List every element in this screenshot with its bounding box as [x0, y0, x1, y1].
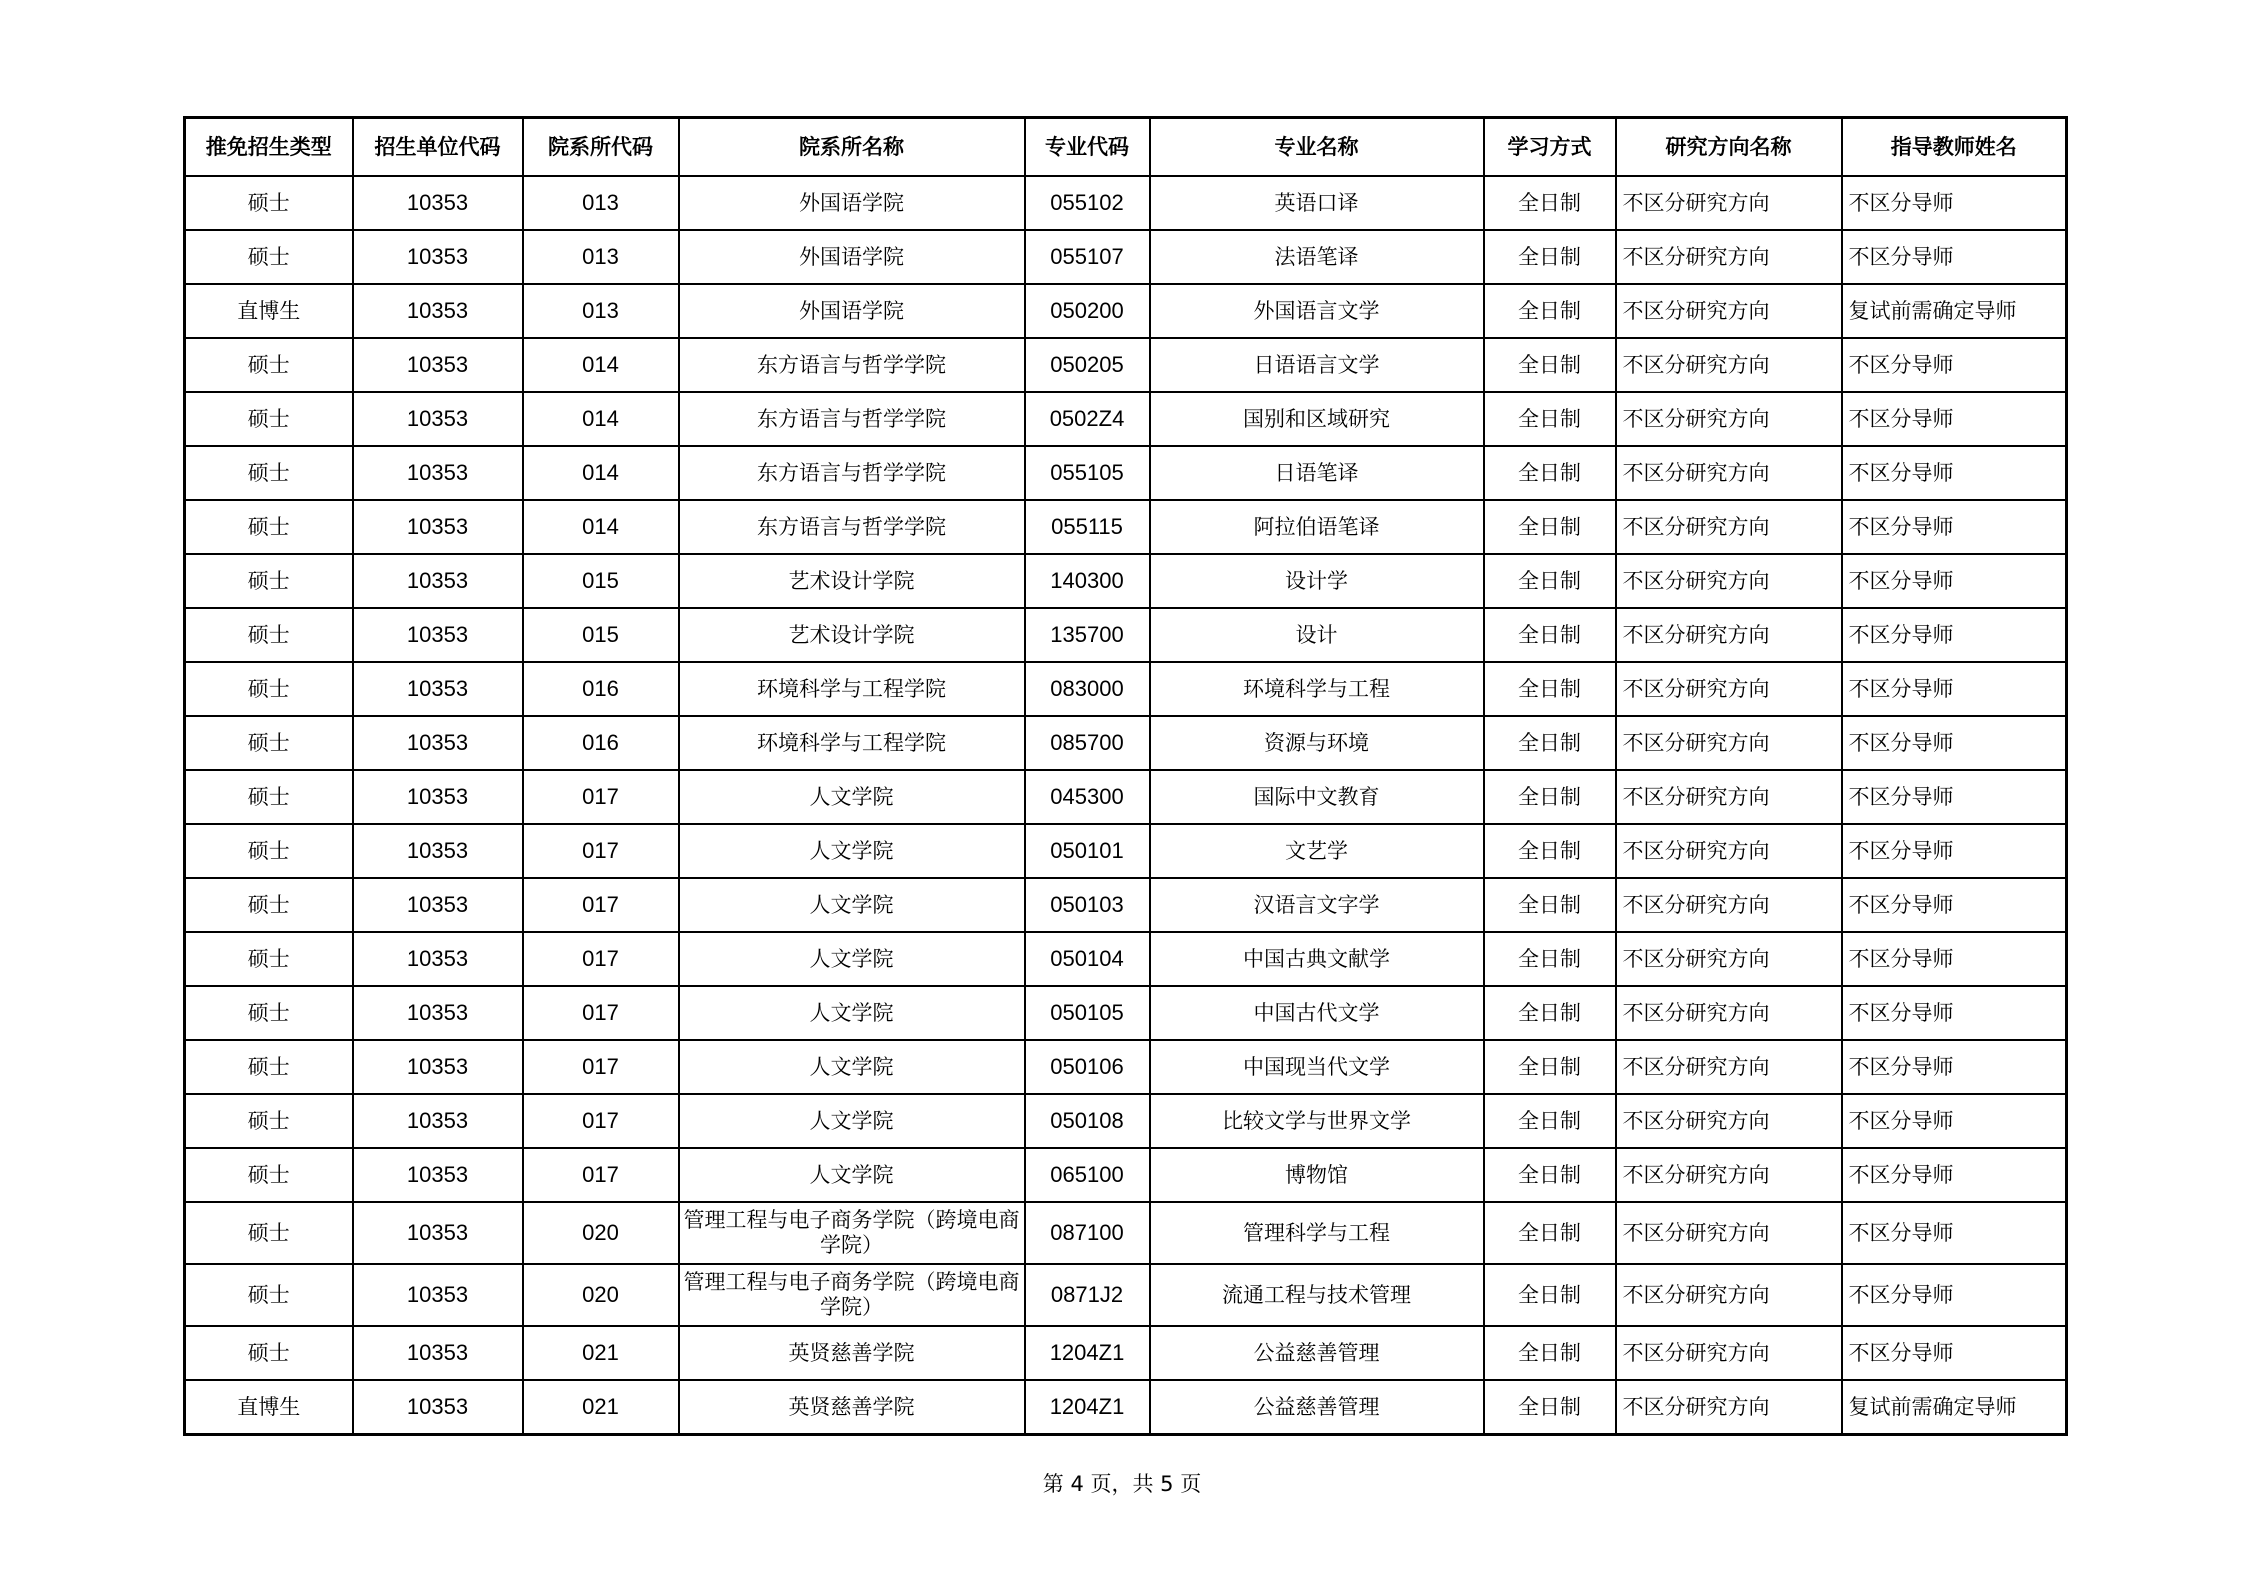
major-code-cell: 045300: [1025, 770, 1150, 824]
dept-name-cell: 外国语学院: [679, 284, 1025, 338]
study-mode-cell: 全日制: [1484, 554, 1616, 608]
study-mode-cell: 全日制: [1484, 1380, 1616, 1435]
table-row: [185, 824, 2067, 878]
admission-type-cell: 直博生: [185, 1380, 353, 1435]
unit-code-cell: 10353: [353, 1202, 523, 1264]
table-row: [185, 716, 2067, 770]
major-name-cell: 环境科学与工程: [1150, 662, 1484, 716]
col-header-study-mode: 学习方式: [1484, 118, 1616, 177]
admission-type-cell: 硕士: [185, 986, 353, 1040]
research-direction-cell: 不区分研究方向: [1616, 986, 1842, 1040]
admission-type-cell: 硕士: [185, 1148, 353, 1202]
supervisor-cell: 复试前需确定导师: [1842, 1380, 2067, 1435]
research-direction-cell: 不区分研究方向: [1616, 1094, 1842, 1148]
study-mode-cell: 全日制: [1484, 284, 1616, 338]
table-row: [185, 284, 2067, 338]
unit-code-cell: 10353: [353, 608, 523, 662]
col-header-supervisor: 指导教师姓名: [1842, 118, 2067, 177]
admission-type-cell: 硕士: [185, 1264, 353, 1326]
supervisor-cell: 不区分导师: [1842, 932, 2067, 986]
supervisor-cell: 不区分导师: [1842, 986, 2067, 1040]
dept-code-cell: 013: [523, 230, 679, 284]
major-code-cell: 1204Z1: [1025, 1326, 1150, 1380]
supervisor-cell: 不区分导师: [1842, 824, 2067, 878]
admission-type-cell: 硕士: [185, 446, 353, 500]
dept-name-cell: 东方语言与哲学学院: [679, 338, 1025, 392]
unit-code-cell: 10353: [353, 1264, 523, 1326]
major-name-cell: 阿拉伯语笔译: [1150, 500, 1484, 554]
dept-name-cell: 人文学院: [679, 770, 1025, 824]
major-name-cell: 公益慈善管理: [1150, 1380, 1484, 1435]
study-mode-cell: 全日制: [1484, 662, 1616, 716]
study-mode-cell: 全日制: [1484, 1202, 1616, 1264]
study-mode-cell: 全日制: [1484, 770, 1616, 824]
major-code-cell: 055107: [1025, 230, 1150, 284]
table-row: [185, 1264, 2067, 1326]
major-name-cell: 日语语言文学: [1150, 338, 1484, 392]
supervisor-cell: 不区分导师: [1842, 878, 2067, 932]
study-mode-cell: 全日制: [1484, 608, 1616, 662]
dept-code-cell: 014: [523, 446, 679, 500]
table-row: [185, 1094, 2067, 1148]
major-name-cell: 国际中文教育: [1150, 770, 1484, 824]
major-code-cell: 1204Z1: [1025, 1380, 1150, 1435]
unit-code-cell: 10353: [353, 824, 523, 878]
study-mode-cell: 全日制: [1484, 392, 1616, 446]
major-name-cell: 中国古代文学: [1150, 986, 1484, 1040]
major-code-cell: 065100: [1025, 1148, 1150, 1202]
dept-code-cell: 016: [523, 716, 679, 770]
dept-name-cell: 东方语言与哲学学院: [679, 392, 1025, 446]
supervisor-cell: 不区分导师: [1842, 446, 2067, 500]
major-code-cell: 087100: [1025, 1202, 1150, 1264]
research-direction-cell: 不区分研究方向: [1616, 446, 1842, 500]
major-code-cell: 050101: [1025, 824, 1150, 878]
admission-type-cell: 硕士: [185, 1202, 353, 1264]
research-direction-cell: 不区分研究方向: [1616, 338, 1842, 392]
unit-code-cell: 10353: [353, 176, 523, 230]
table-row: [185, 554, 2067, 608]
research-direction-cell: 不区分研究方向: [1616, 1202, 1842, 1264]
study-mode-cell: 全日制: [1484, 500, 1616, 554]
dept-name-cell: 环境科学与工程学院: [679, 716, 1025, 770]
table-row: [185, 392, 2067, 446]
supervisor-cell: 不区分导师: [1842, 1040, 2067, 1094]
research-direction-cell: 不区分研究方向: [1616, 878, 1842, 932]
admission-type-cell: 硕士: [185, 824, 353, 878]
col-header-major-name: 专业名称: [1150, 118, 1484, 177]
major-code-cell: 050105: [1025, 986, 1150, 1040]
table-row: [185, 1202, 2067, 1264]
unit-code-cell: 10353: [353, 986, 523, 1040]
admission-type-cell: 硕士: [185, 500, 353, 554]
supervisor-cell: 不区分导师: [1842, 554, 2067, 608]
unit-code-cell: 10353: [353, 716, 523, 770]
dept-code-cell: 017: [523, 1148, 679, 1202]
study-mode-cell: 全日制: [1484, 338, 1616, 392]
study-mode-cell: 全日制: [1484, 1326, 1616, 1380]
major-name-cell: 中国现当代文学: [1150, 1040, 1484, 1094]
table-row: [185, 1380, 2067, 1435]
research-direction-cell: 不区分研究方向: [1616, 608, 1842, 662]
major-code-cell: 135700: [1025, 608, 1150, 662]
dept-name-cell: 人文学院: [679, 1040, 1025, 1094]
admission-type-cell: 硕士: [185, 878, 353, 932]
unit-code-cell: 10353: [353, 662, 523, 716]
research-direction-cell: 不区分研究方向: [1616, 824, 1842, 878]
col-header-major-code: 专业代码: [1025, 118, 1150, 177]
dept-name-cell: 英贤慈善学院: [679, 1326, 1025, 1380]
major-name-cell: 博物馆: [1150, 1148, 1484, 1202]
table-row: [185, 338, 2067, 392]
col-header-research-direction: 研究方向名称: [1616, 118, 1842, 177]
dept-code-cell: 014: [523, 500, 679, 554]
major-code-cell: 140300: [1025, 554, 1150, 608]
table-row: [185, 1040, 2067, 1094]
research-direction-cell: 不区分研究方向: [1616, 770, 1842, 824]
dept-name-cell: 艺术设计学院: [679, 608, 1025, 662]
study-mode-cell: 全日制: [1484, 878, 1616, 932]
table-row: [185, 1148, 2067, 1202]
study-mode-cell: 全日制: [1484, 446, 1616, 500]
dept-name-cell: 人文学院: [679, 878, 1025, 932]
unit-code-cell: 10353: [353, 1094, 523, 1148]
admission-type-cell: 硕士: [185, 176, 353, 230]
admission-type-cell: 硕士: [185, 554, 353, 608]
research-direction-cell: 不区分研究方向: [1616, 554, 1842, 608]
unit-code-cell: 10353: [353, 230, 523, 284]
dept-code-cell: 015: [523, 608, 679, 662]
dept-name-cell: 东方语言与哲学学院: [679, 446, 1025, 500]
dept-code-cell: 017: [523, 932, 679, 986]
table-row: [185, 608, 2067, 662]
major-code-cell: 055105: [1025, 446, 1150, 500]
major-code-cell: 055102: [1025, 176, 1150, 230]
table-row: [185, 662, 2067, 716]
table-body: [185, 176, 2067, 1435]
major-code-cell: 0871J2: [1025, 1264, 1150, 1326]
supervisor-cell: 不区分导师: [1842, 176, 2067, 230]
major-name-cell: 公益慈善管理: [1150, 1326, 1484, 1380]
study-mode-cell: 全日制: [1484, 932, 1616, 986]
table-row: [185, 932, 2067, 986]
dept-name-cell: 外国语学院: [679, 230, 1025, 284]
dept-name-cell: 英贤慈善学院: [679, 1380, 1025, 1435]
supervisor-cell: 不区分导师: [1842, 230, 2067, 284]
dept-code-cell: 017: [523, 878, 679, 932]
table-row: [185, 1326, 2067, 1380]
study-mode-cell: 全日制: [1484, 1148, 1616, 1202]
supervisor-cell: 不区分导师: [1842, 338, 2067, 392]
supervisor-cell: 不区分导师: [1842, 1202, 2067, 1264]
major-code-cell: 050103: [1025, 878, 1150, 932]
major-code-cell: 050108: [1025, 1094, 1150, 1148]
research-direction-cell: 不区分研究方向: [1616, 176, 1842, 230]
dept-code-cell: 017: [523, 1040, 679, 1094]
admission-type-cell: 硕士: [185, 230, 353, 284]
research-direction-cell: 不区分研究方向: [1616, 500, 1842, 554]
major-name-cell: 设计学: [1150, 554, 1484, 608]
admission-type-cell: 硕士: [185, 392, 353, 446]
unit-code-cell: 10353: [353, 1380, 523, 1435]
dept-name-cell: 人文学院: [679, 1148, 1025, 1202]
study-mode-cell: 全日制: [1484, 716, 1616, 770]
study-mode-cell: 全日制: [1484, 1040, 1616, 1094]
dept-code-cell: 017: [523, 986, 679, 1040]
supervisor-cell: 不区分导师: [1842, 392, 2067, 446]
dept-name-cell: 东方语言与哲学学院: [679, 500, 1025, 554]
unit-code-cell: 10353: [353, 500, 523, 554]
major-name-cell: 比较文学与世界文学: [1150, 1094, 1484, 1148]
major-code-cell: 055115: [1025, 500, 1150, 554]
dept-code-cell: 021: [523, 1380, 679, 1435]
admission-type-cell: 直博生: [185, 284, 353, 338]
admission-type-cell: 硕士: [185, 770, 353, 824]
dept-name-cell: 管理工程与电子商务学院（跨境电商学院）: [679, 1264, 1025, 1326]
dept-name-cell: 外国语学院: [679, 176, 1025, 230]
page-footer: 第 4 页，共 5 页: [1042, 1472, 1202, 1496]
col-header-dept-code: 院系所代码: [523, 118, 679, 177]
header-row: [185, 118, 2067, 177]
admission-type-cell: 硕士: [185, 1040, 353, 1094]
admission-type-cell: 硕士: [185, 1326, 353, 1380]
major-name-cell: 英语口译: [1150, 176, 1484, 230]
study-mode-cell: 全日制: [1484, 1094, 1616, 1148]
admission-type-cell: 硕士: [185, 338, 353, 392]
major-name-cell: 设计: [1150, 608, 1484, 662]
table-row: [185, 446, 2067, 500]
research-direction-cell: 不区分研究方向: [1616, 1040, 1842, 1094]
admission-type-cell: 硕士: [185, 716, 353, 770]
research-direction-cell: 不区分研究方向: [1616, 932, 1842, 986]
admission-type-cell: 硕士: [185, 932, 353, 986]
major-code-cell: 050104: [1025, 932, 1150, 986]
major-name-cell: 流通工程与技术管理: [1150, 1264, 1484, 1326]
major-name-cell: 资源与环境: [1150, 716, 1484, 770]
col-header-admission-type: 推免招生类型: [185, 118, 353, 177]
major-name-cell: 日语笔译: [1150, 446, 1484, 500]
supervisor-cell: 不区分导师: [1842, 1148, 2067, 1202]
major-code-cell: 083000: [1025, 662, 1150, 716]
unit-code-cell: 10353: [353, 1326, 523, 1380]
dept-code-cell: 020: [523, 1264, 679, 1326]
research-direction-cell: 不区分研究方向: [1616, 1380, 1842, 1435]
unit-code-cell: 10353: [353, 446, 523, 500]
research-direction-cell: 不区分研究方向: [1616, 662, 1842, 716]
dept-name-cell: 人文学院: [679, 986, 1025, 1040]
dept-code-cell: 015: [523, 554, 679, 608]
dept-code-cell: 016: [523, 662, 679, 716]
admission-type-cell: 硕士: [185, 608, 353, 662]
table-row: [185, 770, 2067, 824]
dept-name-cell: 人文学院: [679, 932, 1025, 986]
dept-name-cell: 艺术设计学院: [679, 554, 1025, 608]
table-row: [185, 500, 2067, 554]
col-header-unit-code: 招生单位代码: [353, 118, 523, 177]
supervisor-cell: 不区分导师: [1842, 662, 2067, 716]
research-direction-cell: 不区分研究方向: [1616, 392, 1842, 446]
major-code-cell: 050200: [1025, 284, 1150, 338]
admission-type-cell: 硕士: [185, 662, 353, 716]
dept-code-cell: 013: [523, 284, 679, 338]
unit-code-cell: 10353: [353, 392, 523, 446]
unit-code-cell: 10353: [353, 284, 523, 338]
dept-name-cell: 管理工程与电子商务学院（跨境电商学院）: [679, 1202, 1025, 1264]
unit-code-cell: 10353: [353, 1040, 523, 1094]
unit-code-cell: 10353: [353, 932, 523, 986]
study-mode-cell: 全日制: [1484, 986, 1616, 1040]
major-name-cell: 中国古典文献学: [1150, 932, 1484, 986]
unit-code-cell: 10353: [353, 1148, 523, 1202]
dept-code-cell: 021: [523, 1326, 679, 1380]
study-mode-cell: 全日制: [1484, 824, 1616, 878]
dept-code-cell: 017: [523, 770, 679, 824]
major-name-cell: 文艺学: [1150, 824, 1484, 878]
major-code-cell: 0502Z4: [1025, 392, 1150, 446]
research-direction-cell: 不区分研究方向: [1616, 1326, 1842, 1380]
major-name-cell: 管理科学与工程: [1150, 1202, 1484, 1264]
research-direction-cell: 不区分研究方向: [1616, 230, 1842, 284]
unit-code-cell: 10353: [353, 338, 523, 392]
major-name-cell: 汉语言文字学: [1150, 878, 1484, 932]
research-direction-cell: 不区分研究方向: [1616, 716, 1842, 770]
study-mode-cell: 全日制: [1484, 176, 1616, 230]
dept-name-cell: 人文学院: [679, 1094, 1025, 1148]
major-name-cell: 法语笔译: [1150, 230, 1484, 284]
major-code-cell: 085700: [1025, 716, 1150, 770]
unit-code-cell: 10353: [353, 878, 523, 932]
table-row: [185, 986, 2067, 1040]
admission-type-cell: 硕士: [185, 1094, 353, 1148]
dept-code-cell: 013: [523, 176, 679, 230]
supervisor-cell: 不区分导师: [1842, 500, 2067, 554]
supervisor-cell: 不区分导师: [1842, 770, 2067, 824]
supervisor-cell: 不区分导师: [1842, 716, 2067, 770]
col-header-dept-name: 院系所名称: [679, 118, 1025, 177]
unit-code-cell: 10353: [353, 770, 523, 824]
admissions-table: [183, 116, 2068, 1436]
unit-code-cell: 10353: [353, 554, 523, 608]
major-code-cell: 050205: [1025, 338, 1150, 392]
research-direction-cell: 不区分研究方向: [1616, 284, 1842, 338]
supervisor-cell: 不区分导师: [1842, 608, 2067, 662]
supervisor-cell: 复试前需确定导师: [1842, 284, 2067, 338]
study-mode-cell: 全日制: [1484, 230, 1616, 284]
supervisor-cell: 不区分导师: [1842, 1264, 2067, 1326]
research-direction-cell: 不区分研究方向: [1616, 1264, 1842, 1326]
major-code-cell: 050106: [1025, 1040, 1150, 1094]
table-row: [185, 230, 2067, 284]
dept-code-cell: 014: [523, 392, 679, 446]
table-row: [185, 176, 2067, 230]
research-direction-cell: 不区分研究方向: [1616, 1148, 1842, 1202]
dept-code-cell: 017: [523, 824, 679, 878]
dept-code-cell: 014: [523, 338, 679, 392]
table-row: [185, 878, 2067, 932]
major-name-cell: 国别和区域研究: [1150, 392, 1484, 446]
major-name-cell: 外国语言文学: [1150, 284, 1484, 338]
study-mode-cell: 全日制: [1484, 1264, 1616, 1326]
dept-code-cell: 017: [523, 1094, 679, 1148]
dept-code-cell: 020: [523, 1202, 679, 1264]
supervisor-cell: 不区分导师: [1842, 1094, 2067, 1148]
supervisor-cell: 不区分导师: [1842, 1326, 2067, 1380]
dept-name-cell: 环境科学与工程学院: [679, 662, 1025, 716]
dept-name-cell: 人文学院: [679, 824, 1025, 878]
